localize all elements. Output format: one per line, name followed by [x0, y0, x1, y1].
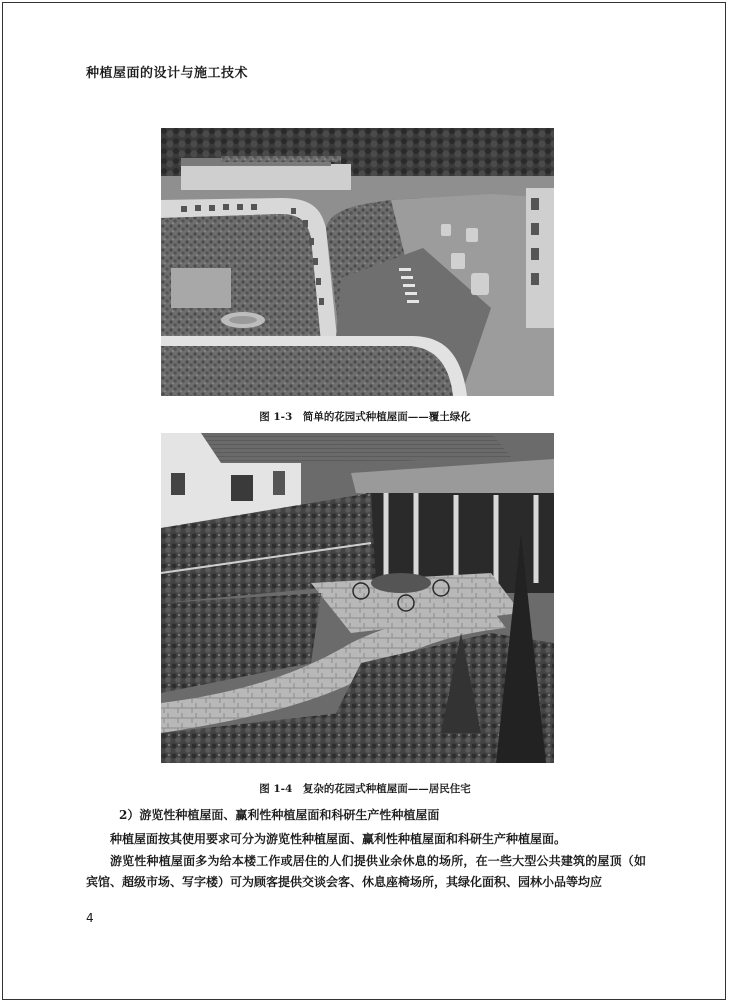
running-head: 种植屋面的设计与施工技术	[86, 66, 249, 81]
section-heading: 2）游览性种植屋面、赢利性种植屋面和科研生产性种植屋面	[119, 808, 440, 822]
figure-1-3-caption: 图 1-3 简单的花园式种植屋面——覆土绿化	[259, 411, 471, 423]
figure-1-3-photo	[161, 128, 554, 396]
page-number: 4	[86, 911, 94, 925]
body-paragraph: 游览性种植屋面多为给本楼工作或居住的人们提供业余休息的场所，在一些大型公共建筑的屋顶（如宾馆、超级市场、写字楼）可为顾客提供交谈会客、休息座椅场所，其绿化面积、园林小品等均应	[86, 854, 646, 889]
figure-1-4-photo	[161, 433, 554, 763]
body-paragraph: 种植屋面按其使用要求可分为游览性种植屋面、赢利性种植屋面和科研生产种植屋面。	[110, 832, 567, 846]
figure-1-4-caption: 图 1-4 复杂的花园式种植屋面——居民住宅	[259, 783, 471, 795]
